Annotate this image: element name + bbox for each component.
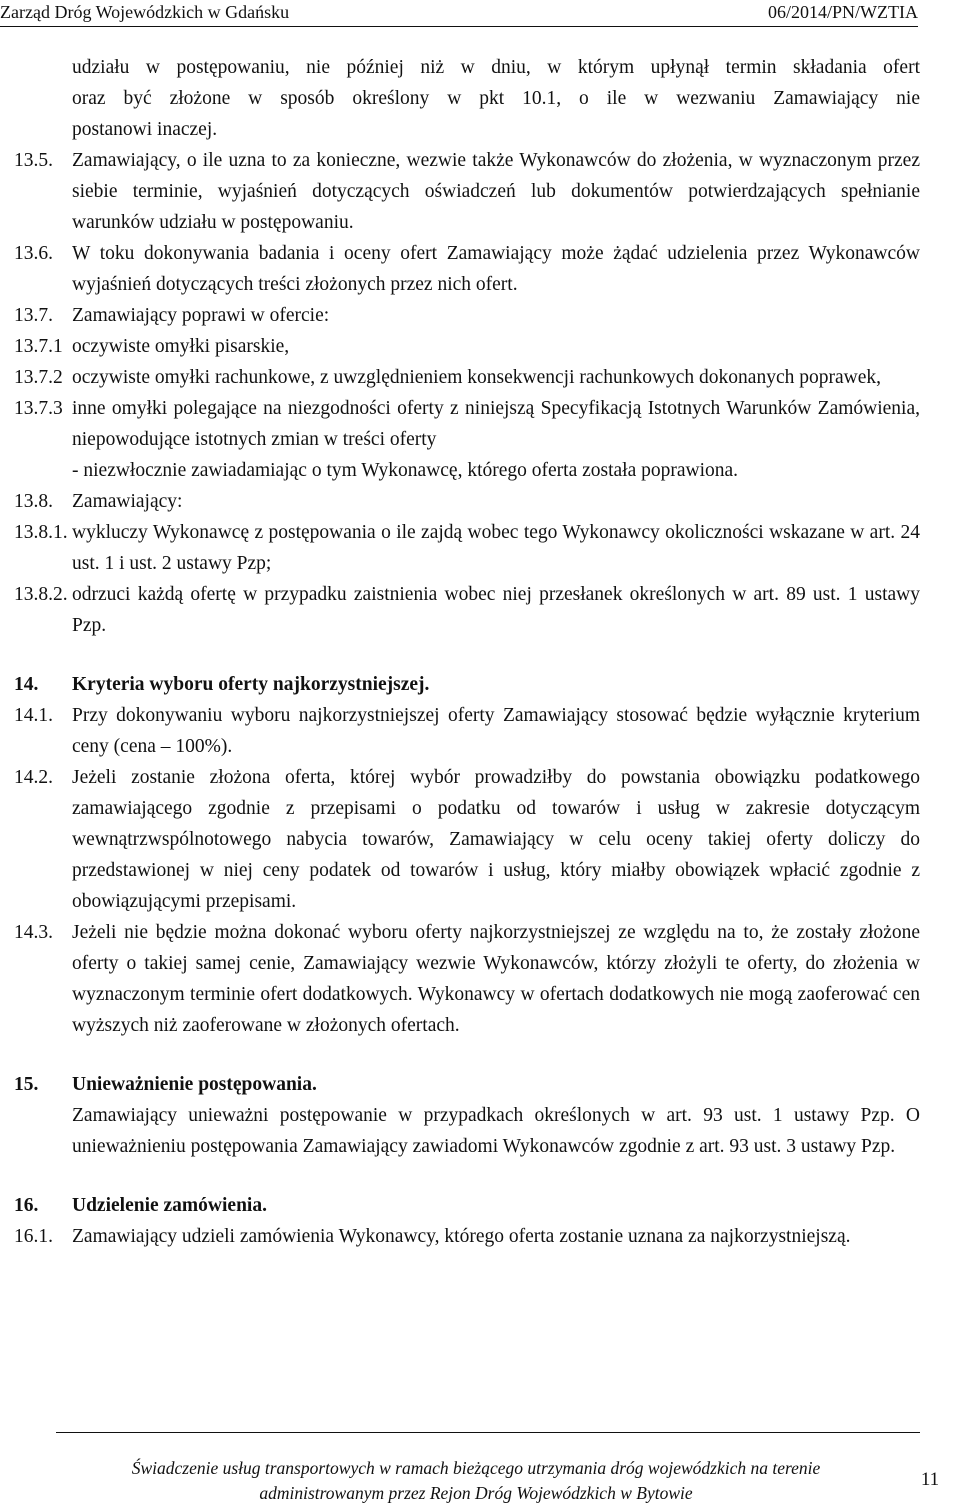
intro-paragraph [14, 52, 920, 145]
section-15-heading [14, 1069, 920, 1100]
section-13-7-1 [14, 331, 920, 362]
section-text: Zamawiający: [72, 491, 183, 512]
section-text: Zamawiający poprawi w ofercie: [72, 305, 330, 326]
section-13-6 [14, 238, 920, 300]
document-body [14, 52, 920, 1252]
section-13-7-3 [14, 393, 920, 455]
section-14-heading [14, 669, 920, 700]
footer-line: Świadczenie usług transportowych w ramach bieżącego utrzymania dróg wojewódzkich na terenie [131, 1458, 821, 1478]
section-14-3 [14, 917, 920, 1041]
section-number: 14.1. [14, 705, 53, 726]
section-text: oczywiste omyłki rachunkowe, z uwzględnieniem konsekwencji rachunkowych dokonanych poprawek, [72, 367, 882, 388]
section-number: 13.5. [14, 150, 53, 171]
section-13-7-2 [14, 362, 920, 393]
header-reference-number: 06/2014/PN/WZTIA [768, 2, 918, 22]
section-number: 13.8. [14, 491, 53, 512]
section-gap [14, 1162, 920, 1190]
section-text: oczywiste omyłki pisarskie, [72, 336, 290, 357]
section-gap [14, 641, 920, 669]
section-text: W toku dokonywania badania i oceny ofert Zamawiający może żądać udzielenia przez Wykonawców wyjaśnień dotyczących treści złożonych przez nich ofert. [72, 243, 920, 295]
section-number: 16.1. [14, 1226, 53, 1247]
section-14-1 [14, 700, 920, 762]
header-divider [0, 26, 918, 27]
section-13-8-2 [14, 579, 920, 641]
section-number: 13.8.1. [14, 522, 68, 543]
section-number: 16. [14, 1195, 39, 1216]
section-title: Udzielenie zamówienia. [72, 1195, 267, 1216]
section-text: Jeżeli zostanie złożona oferta, której wybór prowadziłby do powstania obowiązku podatkowego zamawiającego zgodnie z przepisami o podatku od towarów i usług w zakresie dotyczącym wewnątrzwspólnotowego nabycia towarów, Zamawiający w celu oceny takiej oferty doliczy do przedstawionej w niej ceny podatek od towarów i usług, który miałby obowiązek wpłacić zgodnie z obowiązującymi przepisami. [72, 767, 920, 912]
footer-text [56, 1456, 896, 1506]
section-text: Zamawiający udzieli zamówienia Wykonawcy, którego oferta zostanie uznana za najkorzystniejszą. [72, 1226, 851, 1247]
page-number: 11 [920, 1469, 940, 1490]
section-text: odrzuci każdą ofertę w przypadku zaistnienia wobec niej przesłanek określonych w art. 89 ust. 1 ustawy Pzp. [72, 584, 920, 636]
section-16-heading [14, 1190, 920, 1221]
section-14-2 [14, 762, 920, 917]
section-13-5 [14, 145, 920, 238]
intro-line: oraz być złożone w sposób określony w pkt 10.1, o ile w wezwaniu Zamawiający nie [72, 88, 920, 109]
section-text: Jeżeli nie będzie można dokonać wyboru oferty najkorzystniejszej ze względu na to, że zostały złożone oferty o takiej samej cenie, Zamawiający wezwie Wykonawców, którzy złożyli te oferty, do złożenia w wyznaczonym terminie ofert dodatkowych. Wykonawcy w ofertach dodatkowych nie mogą zaoferować cen wyższych niż zaoferowane w złożonych ofertach. [72, 922, 920, 1036]
section-number: 13.8.2. [14, 584, 68, 605]
section-text: Przy dokonywaniu wyboru najkorzystniejszej oferty Zamawiający stosować będzie wyłącznie kryterium ceny (cena – 100%). [72, 705, 920, 757]
section-text: Zamawiający, o ile uzna to za konieczne, wezwie także Wykonawców do złożenia, w wyznaczonym przez siebie terminie, wyjaśnień dotyczących oświadczeń lub dokumentów potwierdzających spełnianie warunków udziału w postępowaniu. [72, 150, 920, 233]
section-title: Unieważnienie postępowania. [72, 1074, 317, 1095]
intro-line: udziału w postępowaniu, nie później niż w dniu, w którym upłynął termin składania ofert [72, 57, 920, 78]
section-13-8-1 [14, 517, 920, 579]
section-number: 15. [14, 1074, 39, 1095]
section-13-8 [14, 486, 920, 517]
footer-divider [56, 1432, 920, 1433]
section-number: 13.7.2 [14, 367, 63, 388]
section-13-7-note: - niezwłocznie zawiadamiając o tym Wykonawcę, którego oferta została poprawiona. [72, 460, 739, 481]
section-text: wykluczy Wykonawcę z postępowania o ile zajdą wobec tego Wykonawcy okoliczności wskazane w art. 24 ust. 1 i ust. 2 ustawy Pzp; [72, 522, 920, 574]
header-organization: Zarząd Dróg Wojewódzkich w Gdańsku [0, 2, 290, 22]
page-header [0, 0, 960, 28]
section-gap [14, 1041, 920, 1069]
section-16-1 [14, 1221, 920, 1252]
footer-line: administrowanym przez Rejon Dróg Wojewódzkich w Bytowie [259, 1483, 693, 1503]
section-number: 14.2. [14, 767, 53, 788]
section-number: 13.6. [14, 243, 53, 264]
section-number: 13.7.1 [14, 336, 63, 357]
section-number: 13.7.3 [14, 398, 63, 419]
section-title: Kryteria wyboru oferty najkorzystniejszej. [72, 674, 430, 695]
section-text: inne omyłki polegające na niezgodności oferty z niniejszą Specyfikacją Istotnych Warunków Zamówienia, niepowodujące istotnych zmian w treści oferty [72, 398, 920, 450]
section-number: 13.7. [14, 305, 53, 326]
section-13-7 [14, 300, 920, 331]
intro-line: postanowi inaczej. [72, 119, 218, 140]
section-number: 14.3. [14, 922, 53, 943]
section-number: 14. [14, 674, 39, 695]
section-15-text: Zamawiający unieważni postępowanie w przypadkach określonych w art. 93 ust. 1 ustawy Pzp. O unieważnieniu postępowania Zamawiający zawiadomi Wykonawców zgodnie z art. 93 ust. 3 ustawy Pzp. [72, 1105, 920, 1157]
